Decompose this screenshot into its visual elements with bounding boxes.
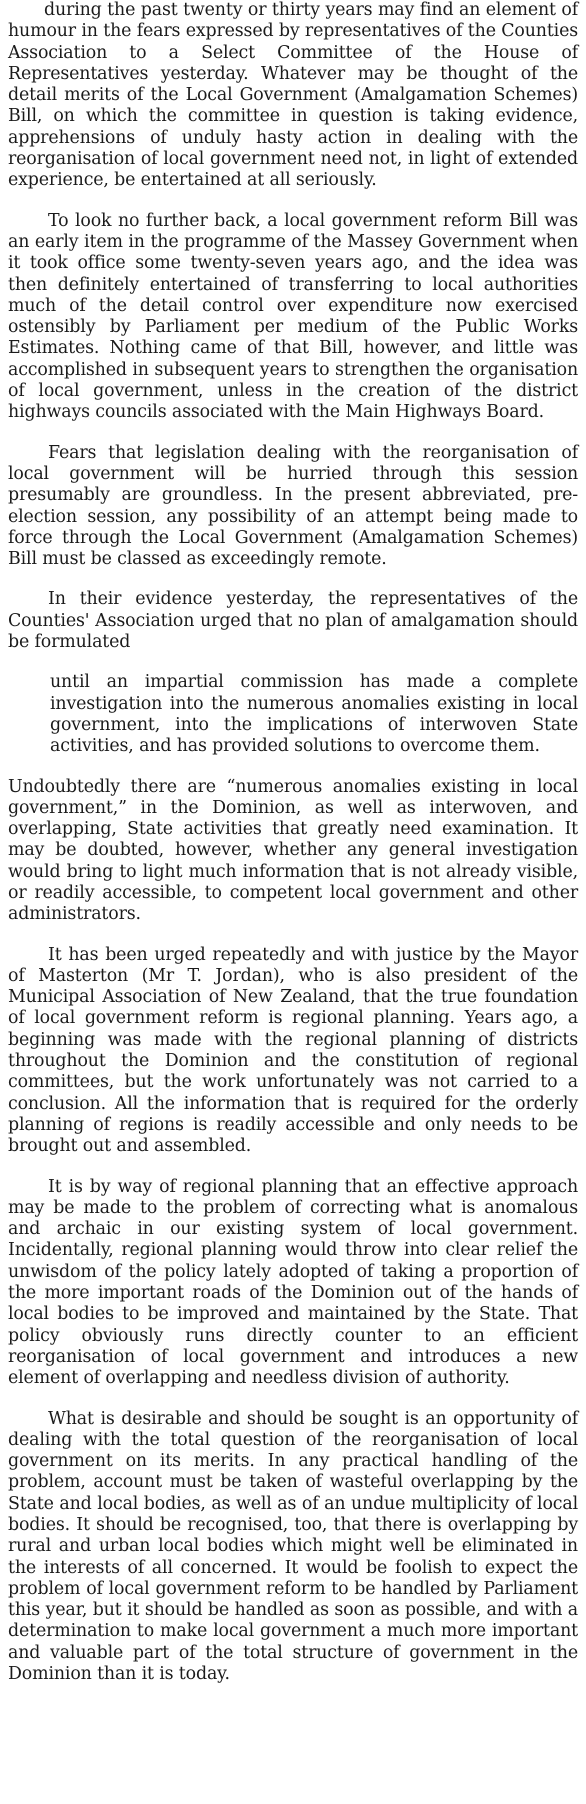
- paragraph-effective-approach: It is by way of regional planning that an effective approach may be made to the problem of correcting what is anomalous and archaic in our existing system of local government. Incidentally, regional planning would throw into clear relief the unwisdom of the policy lately adopted of taking a proportion of the more important roads of the Dominion out of the hands of local bodies to be improved and maintained by the State. That policy obviously runs directly counter to an efficient reorganisation of local government and introduces a new element of overlapping and needless division of authority.: [8, 1176, 578, 1389]
- paragraph-legislation-fears: Fears that legislation dealing with the reorganisation of local government will be hurried through this session presumably are groundless. In the present abbreviated, pre-election session, any possibility of an attempt being made to force through the Local Government (Amalgamation Schemes) Bill must be classed as exceedingly remote.: [8, 442, 578, 570]
- article-column: [8, 0, 578, 1685]
- paragraph-massey-government: To look no further back, a local government reform Bill was an early item in the programme of the Massey Government when it took office some twenty-seven years ago, and the idea was then definitely entertained of transferring to local authorities much of the detail control over expenditure now exercised ostensibly by Parliament per medium of the Public Works Estimates. Nothing came of that Bill, however, and little was accomplished in subsequent years to strengthen the organisation of local government, unless in the creation of the district highways councils associated with the Main Highways Board.: [8, 210, 578, 423]
- paragraph-counties-evidence: In their evidence yesterday, the representatives of the Counties' Association urged that no plan of amalgamation should be formulated: [8, 589, 578, 653]
- paragraph-regional-planning: It has been urged repeatedly and with justice by the Mayor of Masterton (Mr T. Jordan), who is also president of the Municipal Association of New Zealand, that the true foundation of local government reform is regional planning. Years ago, a beginning was made with the regional planning of districts throughout the Dominion and the constitution of regional committees, but the work unfortunately was not carried to a conclusion. All the information that is required for the orderly planning of regions is readily accessible and only needs to be brought out and assembled.: [8, 944, 578, 1157]
- paragraph-conclusion: What is desirable and should be sought is an opportunity of dealing with the total question of the reorganisation of local government on its merits. In any practical handling of the problem, account must be taken of wasteful overlapping by the State and local bodies, as well as of an undue multiplicity of local bodies. It should be recognised, too, that there is overlapping by rural and urban local bodies which might well be eliminated in the interests of all concerned. It would be foolish to expect the problem of local government reform to be handled by Parliament this year, but it should be handled as soon as possible, and with a determination to make local government a much more important and valuable part of the total structure of government in the Dominion than it is today.: [8, 1408, 578, 1685]
- block-quote: until an impartial commission has made a complete investigation into the numerous anomalies existing in local government, into the implications of interwoven State activities, and has provided solutions to overcome them.: [50, 672, 578, 757]
- paragraph-anomalies: Undoubtedly there are “numerous anomalies existing in local government,” in the Dominion, as well as interwoven, and overlapping, State activities that greatly need examination. It may be doubted, however, whether any general investigation would bring to light much information that is not already visible, or readily accessible, to competent local government and other administrators.: [8, 776, 578, 925]
- paragraph-intro: during the past twenty or thirty years may find an element of humour in the fears expressed by representatives of the Counties Association to a Select Committee of the House of Representatives yesterday. Whatever may be thought of the detail merits of the Local Government (Amalgamation Schemes) Bill, on which the committee in question is taking evidence, apprehensions of unduly hasty action in dealing with the reorganisation of local government need not, in light of extended experience, be entertained at all seriously.: [8, 0, 578, 191]
